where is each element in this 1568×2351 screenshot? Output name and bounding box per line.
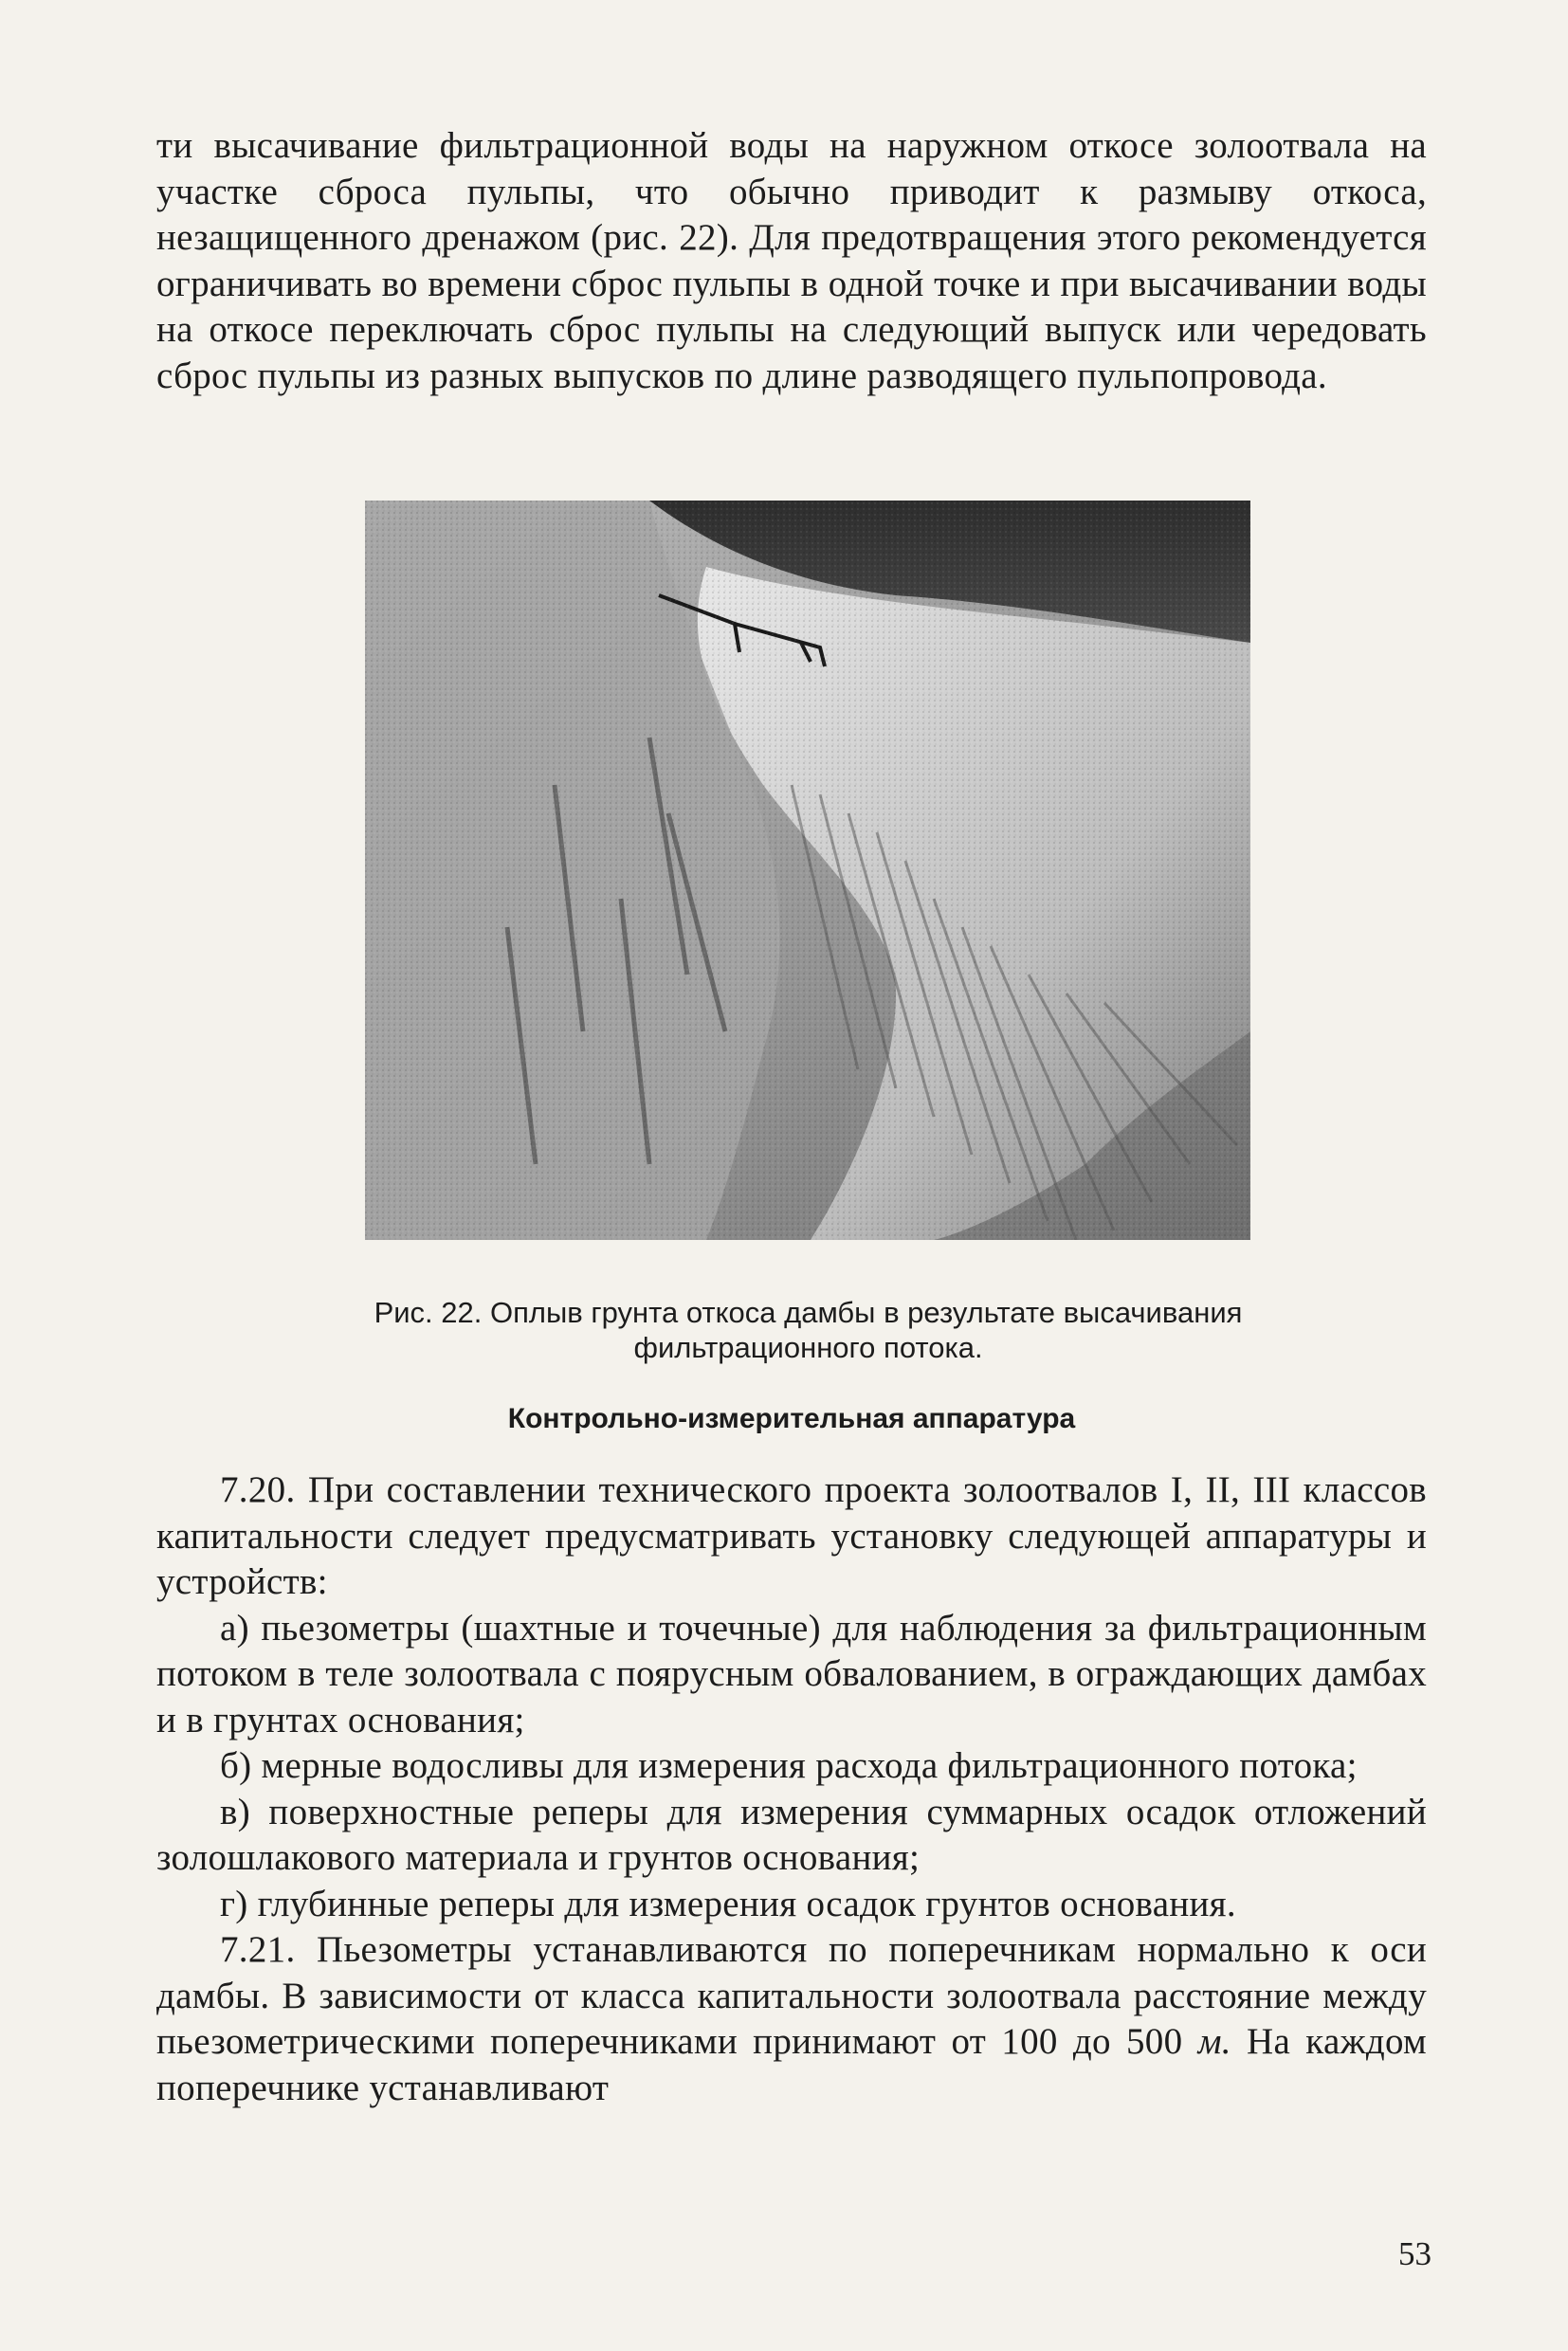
paragraph-7-21-tail: На каждом поперечнике устанавливают — [156, 2021, 1427, 2108]
figure-caption — [313, 1295, 1304, 1365]
paragraph-7-21 — [156, 1927, 1427, 2111]
list-item-g: г) глубинные реперы для измерения осадок грунтов основания. — [220, 1883, 1236, 1924]
list-item-b: б) мерные водосливы для измерения расхода фильтрационного потока; — [220, 1745, 1358, 1786]
caption-line-2: фильтрационного потока. — [633, 1331, 983, 1364]
list-item-a: а) пьезометры (шахтные и точечные) для наблюдения за фильтрационным потоком в теле золоотвала с поярусным обвалованием, в ограждающих дамбах и в грунтах основания; — [156, 1607, 1427, 1740]
paragraph-7-20: 7.20. При составлении технического проекта золоотвалов I, II, III классов капитальности следует предусматривать установку следующей аппаратуры и устройств: — [156, 1469, 1427, 1602]
list-item-v: в) поверхностные реперы для измерения суммарных осадок отложений золошлакового материала и грунтов основания; — [156, 1791, 1427, 1878]
caption-line-1: Рис. 22. Оплыв грунта откоса дамбы в результате высачивания — [374, 1296, 1243, 1329]
slope-photo-image — [365, 501, 1250, 1240]
paragraph-continuation: ти высачивание фильтрационной воды на наружном откосе золоотвала на участке сброса пульпы, что обычно приводит к размыву откоса, незащищенного дренажом (рис. 22). Для предотвращения этого рекомендуется ограничивать во времени сброс пульпы в одной точке и при высачивании воды на откосе переключать сброс пульпы на следующий выпуск или чередовать сброс пульпы из разных выпусков по длине разводящего пульпопровода. — [156, 125, 1427, 396]
unit-meters: м. — [1197, 2021, 1231, 2062]
paragraph-7-21-text: 7.21. Пьезометры устанавливаются по поперечникам нормально к оси дамбы. В зависимости от класса капитальности золоотвала расстояние между пьезометрическими поперечниками принимают от 100 до 500 — [156, 1929, 1427, 2062]
body-text — [156, 1467, 1427, 2111]
top-paragraph — [156, 123, 1427, 399]
section-heading: Контрольно-измерительная аппаратура — [507, 1403, 1076, 1434]
figure-photo — [365, 501, 1250, 1240]
page-number: 53 — [1398, 2235, 1431, 2272]
